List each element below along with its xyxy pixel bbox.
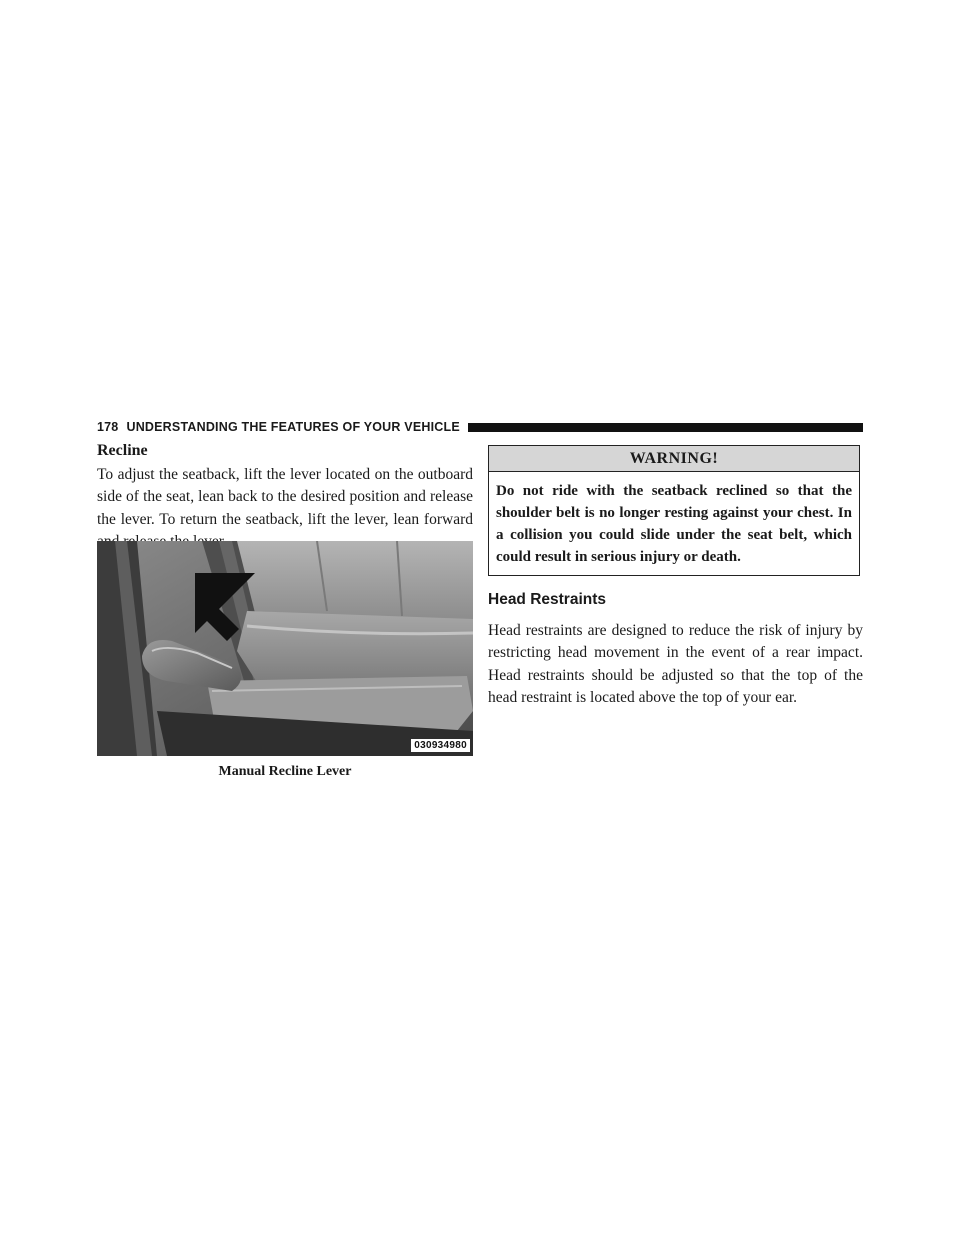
head-restraints-heading: Head Restraints (488, 591, 607, 608)
head-restraints-body: Head restraints are designed to reduce the risk of injury by restricting head movement in the event of a rear impact. Head restraints should be adjusted so that the top of the head restraint is located above the top of your ear. (488, 622, 863, 706)
recline-heading: Recline (97, 442, 148, 459)
figure-caption: Manual Recline Lever (218, 764, 352, 779)
warning-body: Do not ride with the seatback reclined so that the shoulder belt is no longer resting against your chest. In a collision you could slide under the seat belt, which could result in serious injury or death. (496, 483, 852, 565)
section-title: UNDERSTANDING THE FEATURES OF YOUR VEHICLE (126, 420, 460, 434)
header-rule (468, 423, 863, 432)
left-column (97, 440, 473, 553)
page-header (97, 418, 863, 436)
right-column (488, 445, 863, 709)
warning-title: WARNING! (489, 446, 859, 472)
recline-lever-figure (97, 541, 473, 756)
warning-box (488, 445, 860, 576)
seat-illustration (97, 541, 473, 756)
recline-body: To adjust the seatback, lift the lever located on the outboard side of the seat, lean back to the desired position and release the lever. To return the seatback, lift the lever, lean forward (97, 466, 473, 528)
page-number: 178 (97, 420, 119, 434)
figure-code: 030934980 (411, 739, 470, 752)
